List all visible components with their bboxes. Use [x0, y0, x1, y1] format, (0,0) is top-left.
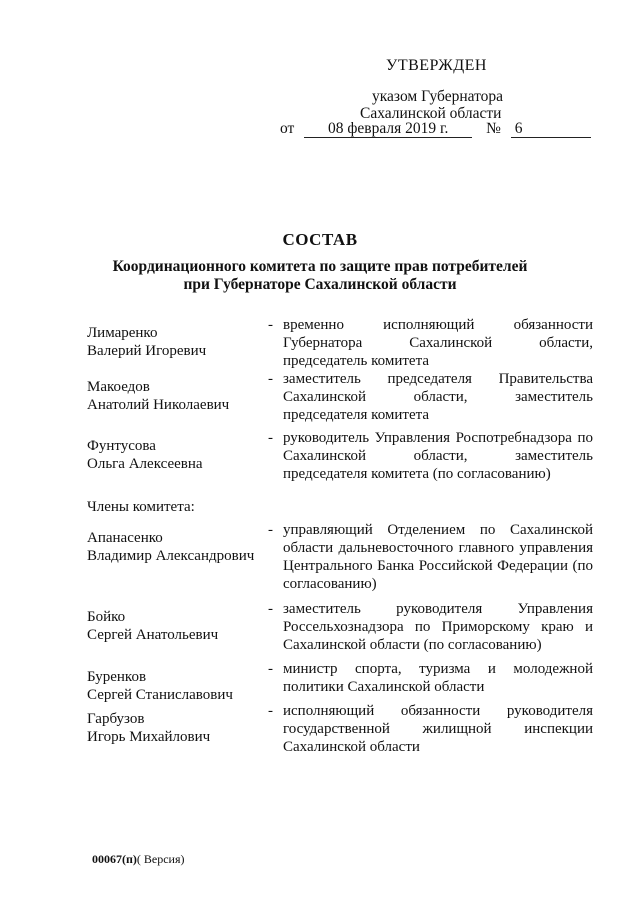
member-position: заместитель руководителя Управления Россельхознадзора по Приморскому краю и Сахалинской области (по согласованию): [283, 601, 593, 653]
member-surname: Макоедов: [87, 379, 150, 395]
member-position: руководитель Управления Роспотребнадзора по Сахалинской области, заместитель председателя комитета (по согласованию): [283, 430, 593, 482]
dash-separator: -: [268, 661, 273, 677]
member-position: исполняющий обязанности руководителя государственной жилищной инспекции Сахалинской области: [283, 703, 593, 755]
member-surname: Буренков: [87, 669, 147, 685]
dash-separator: -: [268, 522, 273, 538]
member-name: [87, 529, 267, 565]
dash-separator: -: [268, 371, 273, 387]
member-given-name: Сергей Станиславович: [87, 687, 233, 703]
document-footer: [92, 852, 185, 867]
member-given-name: Ольга Алексеевна: [87, 456, 203, 472]
member-surname: Фунтусова: [87, 438, 156, 454]
dash-separator: -: [268, 430, 273, 446]
document-code: 00067(п): [92, 852, 137, 866]
member-given-name: Валерий Игоревич: [87, 343, 207, 359]
dash-separator: -: [268, 317, 273, 333]
date-prefix: от: [280, 120, 295, 137]
decree-number: 6: [511, 121, 591, 138]
member-name: [87, 608, 267, 644]
subtitle-line-1: Координационного комитета по защите прав потребителей: [112, 258, 528, 275]
dash-separator: -: [268, 601, 273, 617]
member-name: [87, 710, 267, 746]
document-version: ( Версия): [136, 852, 185, 866]
member-given-name: Владимир Александрович: [87, 548, 255, 564]
approved-stamp: УТВЕРЖДЕН: [386, 57, 487, 74]
member-position: министр спорта, туризма и молодежной политики Сахалинской области: [283, 661, 593, 695]
region-line: Сахалинской области: [360, 105, 502, 122]
member-surname: Апанасенко: [87, 530, 163, 546]
subtitle-line-2: при Губернаторе Сахалинской области: [183, 276, 457, 293]
member-given-name: Анатолий Николаевич: [87, 397, 230, 413]
member-surname: Лимаренко: [87, 325, 158, 341]
member-position: управляющий Отделением по Сахалинской области дальневосточного главного управления Центрального Банка Российской Федерации (по согласованию): [283, 522, 593, 592]
member-position: временно исполняющий обязанности Губернатора Сахалинской области, председатель комитета: [283, 317, 593, 369]
date-number-line: [280, 120, 591, 138]
members-section-label: Члены комитета:: [87, 499, 195, 515]
member-position: заместитель председателя Правительства Сахалинской области, заместитель председателя комитета: [283, 371, 593, 423]
member-given-name: Игорь Михайлович: [87, 729, 211, 745]
document-subtitle: [0, 258, 640, 294]
member-name: [87, 668, 267, 704]
member-name: [87, 437, 267, 473]
member-given-name: Сергей Анатольевич: [87, 627, 219, 643]
decree-date: 08 февраля 2019 г.: [304, 121, 472, 138]
decree-line: указом Губернатора: [372, 88, 504, 105]
dash-separator: -: [268, 703, 273, 719]
document-title: СОСТАВ: [282, 230, 358, 249]
member-name: [87, 324, 267, 360]
member-surname: Гарбузов: [87, 711, 145, 727]
member-surname: Бойко: [87, 609, 126, 625]
member-name: [87, 378, 267, 414]
number-label: №: [486, 120, 501, 137]
